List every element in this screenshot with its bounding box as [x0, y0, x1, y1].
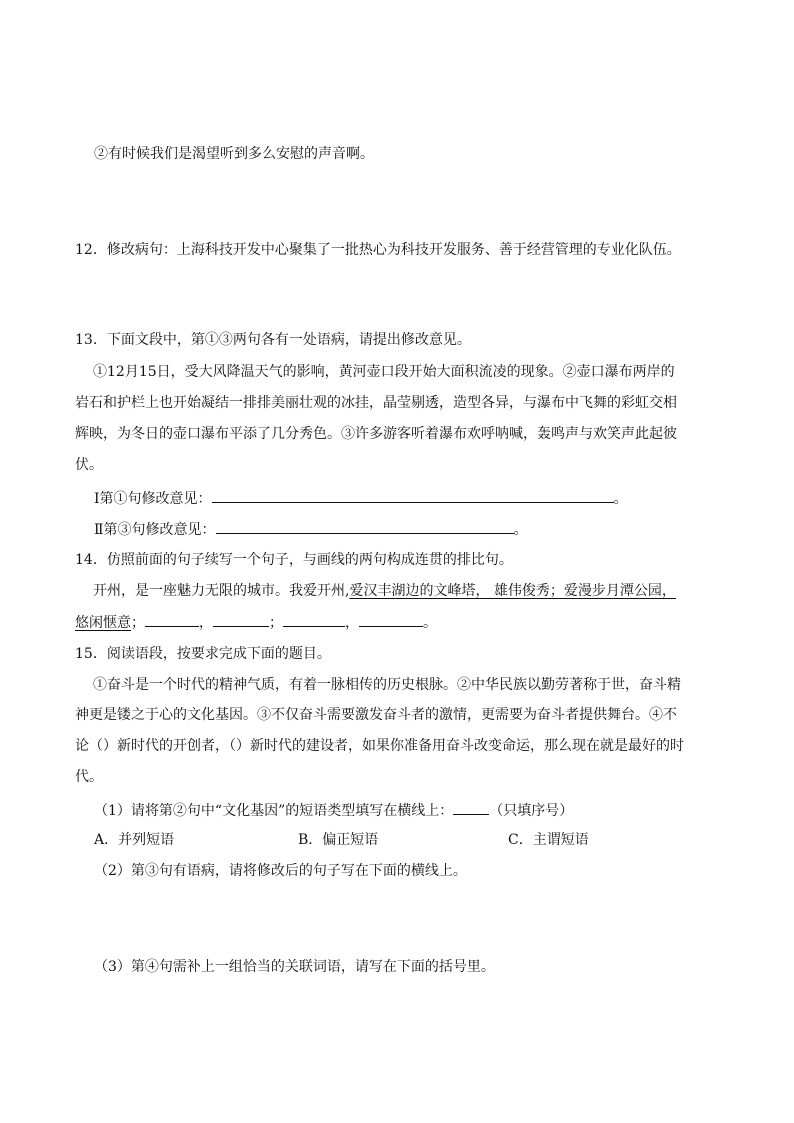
q13-passage-line-2: 岩石和护栏上也开始凝结一排排美丽壮观的冰挂，晶莹剔透，造型各异，与瀑布中飞舞的彩虹交相 — [75, 395, 677, 411]
q13-answer-1-blank[interactable] — [212, 488, 614, 503]
q13-answer-1-label: Ⅰ第①句修改意见： — [94, 491, 212, 507]
q14-line-2 — [75, 612, 437, 632]
q14-blank-4[interactable] — [359, 612, 423, 627]
q15-sub-1-text: （1）请将第②句中“文化基因”的短语类型填写在横线上： — [94, 803, 454, 819]
q14-underlined-sentence-1: 爱汉丰湖边的文峰塔， 雄伟俊秀；爱漫步月潭公园， — [349, 583, 676, 599]
question-13-stem: 13．下面文段中，第①③两句各有一处语病，请提出修改意见。 — [75, 332, 471, 348]
q13-passage-line-3: 辉映，为冬日的壶口瀑布平添了几分秀色。③许多游客听着瀑布欢呼呐喊，轰鸣声与欢笑声此起彼 — [75, 426, 677, 442]
q13-passage-line-1: ①12月15日，受大风降温天气的影响，黄河壶口段开始大面积流凌的现象。②壶口瀑布两岸的 — [93, 364, 675, 380]
q15-sub-2: （2）第③句有语病，请将修改后的句子写在下面的横线上。 — [94, 863, 467, 879]
q14-blank-1[interactable] — [145, 612, 199, 627]
q13-answer-1-period: 。 — [613, 491, 628, 507]
q13-passage-line-4: 伏。 — [75, 457, 103, 473]
q14-period: 。 — [423, 615, 437, 631]
q15-option-b: B．偏正短语 — [298, 832, 379, 848]
q15-option-a: A．并列短语 — [94, 832, 175, 848]
q15-passage-line-4: 代。 — [75, 769, 103, 785]
q14-underlined-sentence-2: 悠闲惬意 — [75, 615, 131, 631]
q14-comma-1: ， — [199, 615, 213, 631]
q14-line-1 — [93, 582, 676, 600]
q15-sub-1 — [94, 800, 573, 820]
q13-answer-1 — [94, 488, 628, 508]
q13-answer-2-label: Ⅱ第③句修改意见： — [94, 522, 216, 538]
q15-passage-line-3: 论（）新时代的开创者，（）新时代的建设者，如果你准备用奋斗改变命运，那么现在就是最好的时 — [75, 738, 684, 754]
q14-blank-3[interactable] — [283, 612, 345, 627]
q15-passage-line-1: ①奋斗是一个时代的精神气质，有着一脉相传的历史根脉。②中华民族以勤劳著称于世，奋斗精 — [93, 677, 681, 693]
q14-blank-2[interactable] — [213, 612, 269, 627]
question-12: 12．修改病句：上海科技开发中心聚集了一批热心为科技开发服务、善于经营管理的专业化队伍。 — [75, 242, 681, 258]
q14-comma-2: ， — [345, 615, 359, 631]
q15-option-c: C．主谓短语 — [508, 832, 589, 848]
q11-item-2: ②有时候我们是渴望听到多么安慰的声音啊。 — [94, 146, 374, 162]
q15-sub-1-blank[interactable] — [453, 800, 489, 815]
q15-sub-1-note: （只填序号） — [489, 803, 574, 819]
q15-sub-3: （3）第④句需补上一组恰当的关联词语，请写在下面的括号里。 — [94, 959, 495, 975]
q14-semicolon-2: ； — [269, 615, 283, 631]
question-14-stem: 14．仿照前面的句子续写一个句子，与画线的两句构成连贯的排比句。 — [75, 552, 513, 568]
q15-passage-line-2: 神更是镂之于心的文化基因。③不仅奋斗需要激发奋斗者的激情，更需要为奋斗者提供舞台。④不 — [75, 707, 677, 723]
q13-answer-2-period: 。 — [513, 522, 528, 538]
q14-semicolon-1: ； — [131, 615, 145, 631]
q13-answer-2 — [94, 519, 528, 539]
q14-text-plain: 开州，是一座魅力无限的城市。我爱开州, — [93, 583, 350, 599]
question-15-stem: 15．阅读语段，按要求完成下面的题目。 — [75, 646, 331, 662]
q13-answer-2-blank[interactable] — [216, 519, 514, 534]
